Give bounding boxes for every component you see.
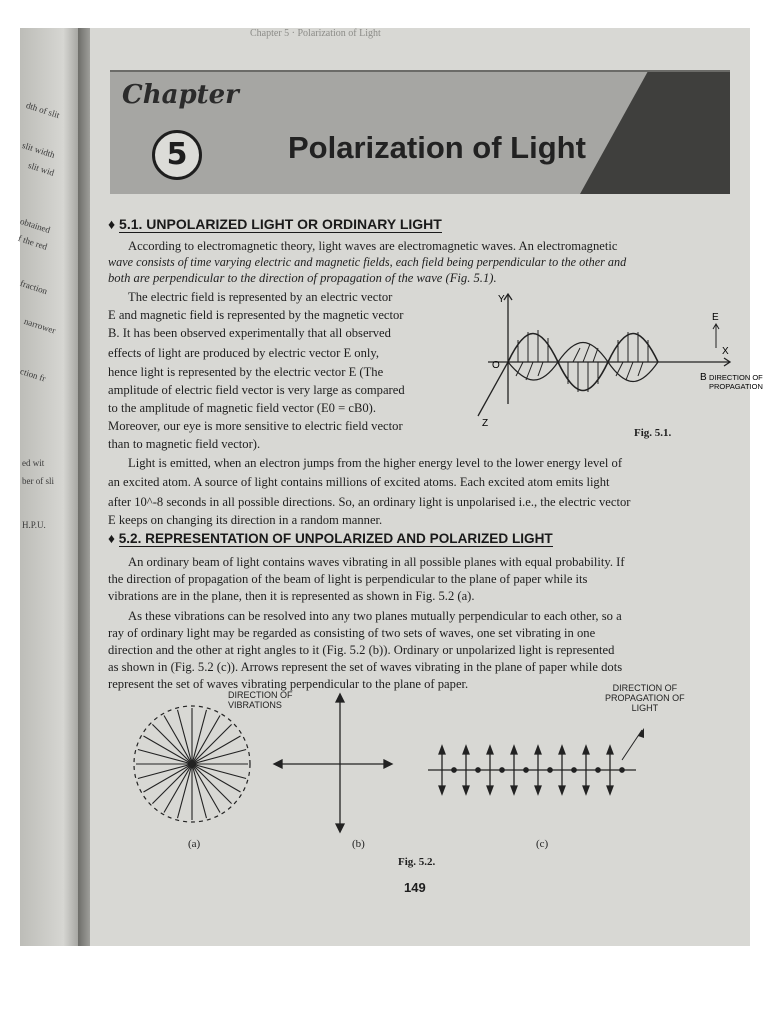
para-line: the direction of propagation of the beam of light is perpendicular to the plane of paper while its — [108, 572, 588, 586]
faded-running-head: Chapter 5 · Polarization of Light — [250, 28, 381, 39]
perpendicular-dot — [524, 768, 528, 772]
margin-fragment: ber of sli — [22, 476, 54, 486]
para-line: ray of ordinary light may be regarded as consisting of two sets of waves, one set vibrating in one — [108, 626, 596, 640]
fig52-sub-a: (a) — [188, 838, 201, 850]
section-heading-5-1: ♦ 5.1. UNPOLARIZED LIGHT OR ORDINARY LIGHT — [108, 216, 442, 232]
margin-fragment: f the red — [16, 233, 49, 252]
para-line: vibrations are in the plane, then it is represented as shown in Fig. 5.2 (a). — [108, 589, 475, 603]
margin-fragment: dth of slit — [24, 100, 61, 121]
para-line: hence light is represented by the electric vector E (The — [108, 365, 384, 379]
margin-fragment: fraction — [18, 278, 49, 297]
fig-5-2b-two-planes — [270, 688, 400, 838]
margin-fragment: narrower — [22, 316, 57, 336]
para-line: an excited atom. A source of light contains millions of excited atoms. Each excited atom emits light — [108, 475, 610, 489]
book-page — [90, 28, 763, 946]
margin-fragment: ction fr — [18, 366, 47, 384]
margin-fragment: slit wid — [26, 160, 56, 178]
perpendicular-dot — [596, 768, 600, 772]
arrow-head — [463, 746, 469, 754]
banner-accent — [580, 72, 730, 194]
chapter-number: 5 — [152, 130, 202, 180]
perpendicular-dot — [620, 768, 624, 772]
arrow-head — [535, 786, 541, 794]
chapter-label: Chapter — [122, 80, 239, 110]
para-line: than to magnetic field vector). — [108, 437, 261, 451]
arrow-head — [439, 746, 445, 754]
arrow-head — [559, 746, 565, 754]
chapter-title: Polarization of Light — [288, 130, 586, 165]
fig52-sub-b: (b) — [352, 838, 365, 850]
para-line: direction and the other at right angles to it (Fig. 5.2 (b)). Ordinary or unpolarized light is represented — [108, 643, 615, 657]
para-line: effects of light are produced by electric vector E only, — [108, 346, 379, 360]
para-line: An ordinary beam of light contains waves vibrating in all possible planes with equal probability. If — [128, 555, 625, 569]
fig51-b-label: B — [700, 372, 707, 383]
margin-fragment: H.P.U. — [22, 520, 46, 530]
chapter-banner — [110, 70, 730, 194]
arrow-head — [535, 746, 541, 754]
fig51-z-label: Z — [482, 418, 489, 429]
para-line: Moreover, our eye is more sensitive to electric field vector — [108, 419, 403, 433]
para-line: B. It has been observed experimentally that all observed — [108, 326, 391, 340]
perpendicular-dot — [500, 768, 504, 772]
fig51-propagation-label: PROPAGATION — [709, 382, 763, 391]
fig52-propagation-label: DIRECTION OF PROPAGATION OF LIGHT — [605, 683, 685, 713]
arrow-head — [463, 786, 469, 794]
fig-5-1-wave-diagram — [468, 284, 763, 430]
facing-page-edge — [16, 28, 82, 946]
para-line: represent the set of waves vibrating perpendicular to the plane of paper. — [108, 677, 469, 691]
arrow-head — [439, 786, 445, 794]
perpendicular-dot — [452, 768, 456, 772]
arrow-head — [559, 786, 565, 794]
arrow-head — [583, 786, 589, 794]
fig-5-2a-unpolarized-star — [128, 698, 258, 838]
fig51-origin-label: O — [492, 360, 500, 371]
para-line: According to electromagnetic theory, light waves are electromagnetic waves. An electromagnetic — [128, 239, 618, 253]
fig51-y-label: Y — [498, 294, 505, 305]
page-number: 149 — [404, 880, 426, 895]
para-line: Light is emitted, when an electron jumps from the higher energy level to the lower energy level of — [128, 456, 623, 470]
fig52-vibrations-label: DIRECTION OF VIBRATIONS — [228, 690, 293, 710]
perpendicular-dot — [476, 768, 480, 772]
fig51-e-label: E — [712, 312, 719, 323]
perpendicular-dot — [572, 768, 576, 772]
para-line: both are perpendicular to the direction of propagation of the wave (Fig. 5.1). — [108, 271, 497, 285]
arrow-head — [511, 786, 517, 794]
arrow-head — [583, 746, 589, 754]
fig52-sub-c: (c) — [536, 838, 549, 850]
fig51-direction-label: DIRECTION OF — [709, 373, 763, 382]
photo-frame — [16, 28, 763, 946]
arrow-head — [511, 746, 517, 754]
arrow-head — [607, 746, 613, 754]
arrow-head — [607, 786, 613, 794]
arrow-head — [487, 786, 493, 794]
para-line: as shown in (Fig. 5.2 (c)). Arrows represent the set of waves vibrating in the plane of paper while dots — [108, 660, 623, 674]
perpendicular-dot — [548, 768, 552, 772]
para-line: E keeps on changing its direction in a random manner. — [108, 513, 383, 527]
margin-fragment: slit width — [20, 140, 57, 160]
para-line: As these vibrations can be resolved into any two planes mutually perpendicular to each other, so a — [128, 609, 622, 623]
para-line: wave consists of time varying electric and magnetic fields, each field being perpendicular to the other and — [108, 255, 627, 269]
para-line: to the amplitude of magnetic field vector (E0 = cB0). — [108, 401, 376, 415]
fig-5-1-caption: Fig. 5.1. — [634, 427, 672, 439]
margin-fragment: obtained — [18, 216, 52, 236]
arrow-head — [487, 746, 493, 754]
section-heading-5-2: ♦ 5.2. REPRESENTATION OF UNPOLARIZED AND POLARIZED LIGHT — [108, 531, 553, 546]
margin-fragment: ed wit — [22, 458, 45, 468]
fig-5-2-caption: Fig. 5.2. — [398, 856, 436, 868]
para-line: after 10^-8 seconds in all possible directions. So, an ordinary light is unpolarised i.e., the electric vector — [108, 495, 631, 509]
para-line: The electric field is represented by an electric vector — [128, 290, 393, 304]
fig-5-2c-unpolarized-ray — [422, 718, 652, 818]
para-line: amplitude of electric field vector is very large as compared — [108, 383, 405, 397]
fig51-x-label: X — [722, 346, 729, 357]
para-line: E and magnetic field is represented by the magnetic vector — [108, 308, 404, 322]
